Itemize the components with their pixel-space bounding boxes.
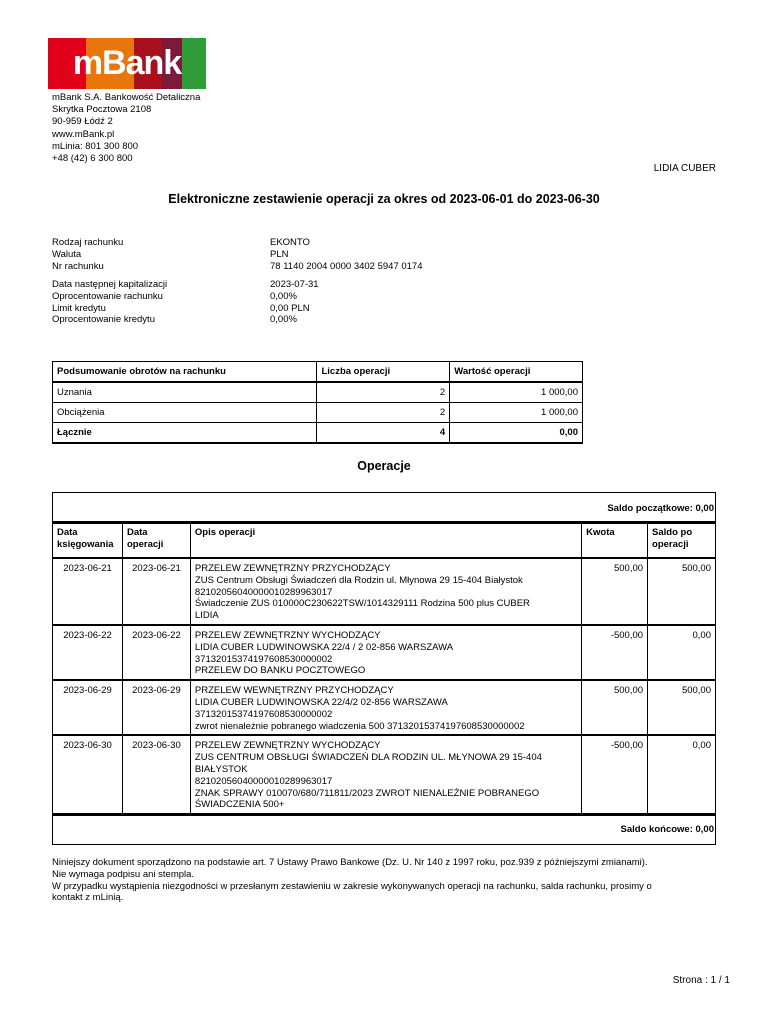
summary-total-count: 4 <box>317 423 450 444</box>
info-value: 0,00 PLN <box>270 302 310 314</box>
info-row <box>52 261 423 273</box>
info-row <box>52 279 319 291</box>
footer-line: kontakt z mLinią. <box>52 892 124 904</box>
booking-date: 2023-06-30 <box>53 735 123 814</box>
desc-line: ŚWIADCZENIA 500+ <box>194 799 285 811</box>
header-amount: Kwota <box>582 523 648 559</box>
header-text: księgowania <box>57 539 114 550</box>
client-name: LIDIA CUBER <box>653 163 716 174</box>
bank-phone: +48 (42) 6 300 800 <box>52 153 133 165</box>
operation-amount: -500,00 <box>582 735 648 814</box>
desc-line: ZUS Centrum Obsługi Świadczeń dla Rodzin ul. Młynowa 29 15-404 Białystok <box>194 574 523 586</box>
summary-total-row <box>53 423 583 444</box>
summary-header: Podsumowanie obrotów na rachunku <box>53 362 317 383</box>
operation-amount: 500,00 <box>582 680 648 735</box>
operation-row <box>53 625 716 680</box>
operation-amount: -500,00 <box>582 625 648 680</box>
operation-amount: 500,00 <box>582 558 648 625</box>
desc-line: Świadczenie ZUS 010000C230622TSW/1014329111 Rodzina 500 plus CUBER <box>194 598 530 610</box>
operation-row <box>53 735 716 814</box>
header-text: Saldo po <box>652 527 693 538</box>
desc-line: LIDIA CUBER LUDWINOWSKA 22/4 / 2 02-856 WARSZAWA <box>194 641 454 653</box>
header-booking-date <box>53 523 123 559</box>
closing-balance-row <box>53 815 716 845</box>
opening-balance-row <box>53 493 716 523</box>
summary-header: Liczba operacji <box>317 362 450 383</box>
booking-date: 2023-06-21 <box>53 558 123 625</box>
desc-line: LIDIA CUBER LUDWINOWSKA 22/4/2 02-856 WARSZAWA <box>194 696 448 708</box>
info-label: Oprocentowanie rachunku <box>52 290 163 302</box>
operations-header-row <box>53 523 716 559</box>
logo-text: mBank <box>72 44 182 82</box>
operation-date: 2023-06-29 <box>122 680 190 735</box>
summary-header: Wartość operacji <box>450 362 583 383</box>
account-number: 78 1140 2004 0000 3402 5947 0174 <box>270 260 423 272</box>
legal-footer <box>52 857 722 904</box>
header-text: operacji <box>652 539 689 550</box>
summary-header-row <box>53 362 583 383</box>
summary-value: 1 000,00 <box>450 382 583 403</box>
header-text: Data <box>57 527 78 538</box>
operation-description <box>190 735 581 814</box>
summary-total-value: 0,00 <box>450 423 583 444</box>
desc-line: PRZELEW ZEWNĘTRZNY PRZYCHODZĄCY <box>194 563 391 574</box>
bank-hotline: mLinia: 801 300 800 <box>52 140 139 152</box>
desc-line: ZNAK SPRAWY 010070/680/711811/2023 ZWROT NIENALEŻNIE POBRANEGO <box>194 787 540 799</box>
operation-balance: 500,00 <box>648 680 716 735</box>
info-row <box>52 303 319 315</box>
info-value: 0,00% <box>270 290 297 302</box>
info-row <box>52 237 423 249</box>
summary-value: 1 000,00 <box>450 403 583 423</box>
header-description: Opis operacji <box>190 523 581 559</box>
operation-date: 2023-06-21 <box>122 558 190 625</box>
desc-line: 82102056040000010289963017 <box>194 586 333 598</box>
summary-table <box>52 361 583 444</box>
closing-balance: Saldo końcowe: 0,00 <box>53 815 716 845</box>
info-row <box>52 249 423 261</box>
operation-row <box>53 680 716 735</box>
desc-line: ZUS CENTRUM OBSŁUGI ŚWIADCZEŃ DLA RODZIN UL. MŁYNOWA 29 15-404 <box>194 752 542 764</box>
page-number: Strona : 1 / 1 <box>672 975 730 986</box>
summary-name: Obciążenia <box>53 403 317 423</box>
operation-description <box>190 680 581 735</box>
info-label: Oprocentowanie kredytu <box>52 314 155 326</box>
bank-address <box>52 92 200 165</box>
desc-line: PRZELEW DO BANKU POCZTOWEGO <box>194 665 366 677</box>
desc-line: 82102056040000010289963017 <box>194 775 333 787</box>
desc-line: LIDIA <box>194 610 219 622</box>
info-label: Waluta <box>52 248 82 260</box>
header-op-date <box>122 523 190 559</box>
summary-row <box>53 403 583 423</box>
operation-balance: 0,00 <box>648 735 716 814</box>
operation-row <box>53 558 716 625</box>
summary-total-name: Łącznie <box>53 423 317 444</box>
summary-name: Uznania <box>53 382 317 403</box>
bank-postal: 90-959 Łódź 2 <box>52 116 113 128</box>
statement-title: Elektroniczne zestawienie operacji za okres od 2023-06-01 do 2023-06-30 <box>168 192 600 206</box>
booking-date: 2023-06-29 <box>53 680 123 735</box>
bank-po-box: Skrytka Pocztowa 2108 <box>52 104 152 116</box>
info-row <box>52 291 319 303</box>
operation-date: 2023-06-30 <box>122 735 190 814</box>
info-label: Limit kredytu <box>52 302 106 314</box>
summary-row <box>53 382 583 403</box>
operations-title: Operacje <box>357 459 411 473</box>
info-value: 0,00% <box>270 314 297 326</box>
booking-date: 2023-06-22 <box>53 625 123 680</box>
header-balance <box>648 523 716 559</box>
header-text: operacji <box>126 539 164 550</box>
footer-line: W przypadku wystąpienia niezgodności w przesłanym zestawieniu w zakresie wykonywanych operacji na rachunku, salda rachunku, prosimy o <box>52 880 652 892</box>
desc-line: 37132015374197608530000002 <box>194 653 333 665</box>
desc-line: PRZELEW ZEWNĘTRZNY WYCHODZĄCY <box>194 740 381 752</box>
info-label: Nr rachunku <box>52 260 104 272</box>
desc-line: BIAŁYSTOK <box>194 763 248 775</box>
info-value: EKONTO <box>270 237 310 248</box>
bank-name: mBank S.A. Bankowość Detaliczna <box>52 92 201 103</box>
info-value: 2023-07-31 <box>270 279 319 290</box>
account-info-group-1 <box>52 237 423 272</box>
operations-table <box>52 492 716 845</box>
info-value: PLN <box>270 248 289 260</box>
operation-date: 2023-06-22 <box>122 625 190 680</box>
bank-website: www.mBank.pl <box>52 128 115 140</box>
desc-line: PRZELEW ZEWNĘTRZNY WYCHODZĄCY <box>194 629 381 641</box>
desc-line: zwrot nienależnie pobranego wiadczenia 500 37132015374197608530000002 <box>194 720 525 732</box>
opening-balance: Saldo początkowe: 0,00 <box>53 493 716 523</box>
footer-line: Niniejszy dokument sporządzono na podstawie art. 7 Ustawy Prawo Bankowe (Dz. U. Nr 140 z 1997 roku, poz.939 z późniejszymi zmianami). <box>52 857 648 868</box>
info-label: Rodzaj rachunku <box>52 237 124 248</box>
summary-count: 2 <box>317 403 450 423</box>
info-label: Data następnej kapitalizacji <box>52 279 168 290</box>
desc-line: PRZELEW WEWNĘTRZNY PRZYCHODZĄCY <box>194 685 394 697</box>
operation-balance: 0,00 <box>648 625 716 680</box>
operation-description <box>190 558 581 625</box>
header-text: Data <box>126 527 148 538</box>
account-info-group-2 <box>52 279 319 326</box>
desc-line: 37132015374197608530000002 <box>194 708 333 720</box>
footer-line: Nie wymaga podpisu ani stempla. <box>52 868 195 880</box>
operation-balance: 500,00 <box>648 558 716 625</box>
info-row <box>52 314 319 326</box>
summary-count: 2 <box>317 382 450 403</box>
mbank-logo <box>48 38 206 89</box>
operation-description <box>190 625 581 680</box>
